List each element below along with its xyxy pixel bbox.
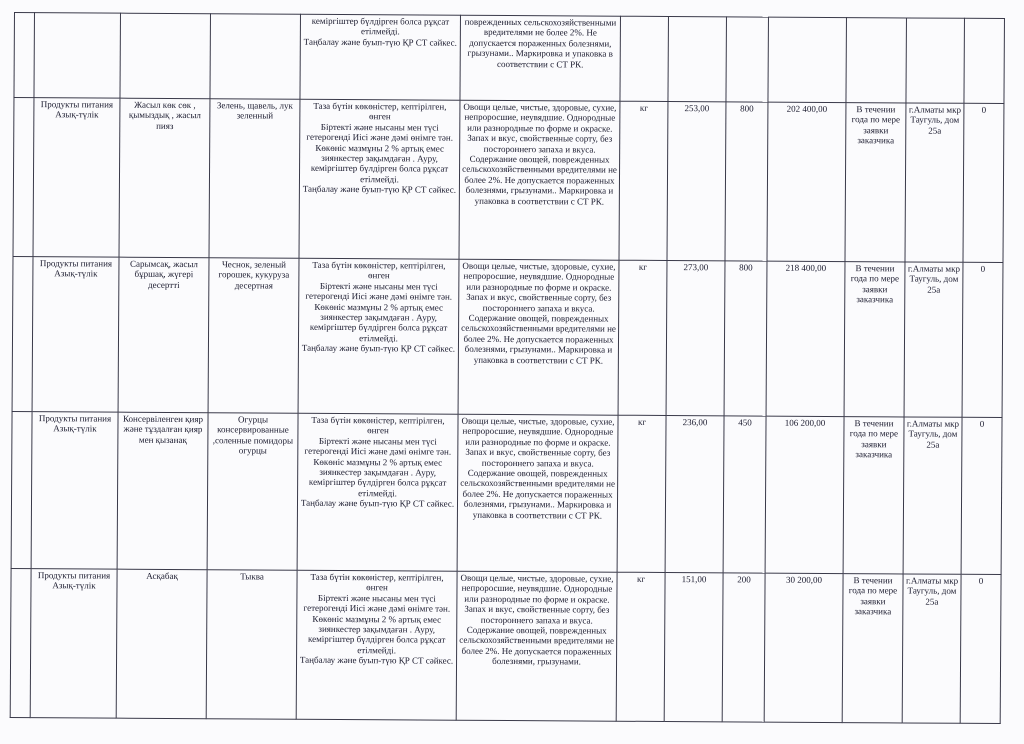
price-text: 253,00: [684, 103, 710, 114]
sum-cell: [767, 102, 846, 261]
qty-cell: [726, 17, 769, 102]
table-row: [11, 411, 1002, 574]
unit-cell: [618, 260, 667, 415]
kz-spec-text: Таза бүтін көкөністер, кептірілген, өнген Біртекті және нысаны мен түсі гетерогенді Иісі және дәмі өнімге тән. Көкөніс мазмұны 2 % артық емес зиянкестер зақымдаған . Ауру, кеміргіштер бүлдірген болса рұқсат етілмейді. Таңбалау және буып-түю ҚР СТ сәйкес.: [301, 259, 456, 354]
term-cell: [842, 574, 903, 723]
qty-text: 200: [737, 574, 751, 585]
category-text: Продукты питания Азық-түлік: [40, 99, 114, 120]
sum-cell: [768, 17, 847, 102]
name-kz-text: Жасыл көк сөк , қымыздық , жасыл пияз: [128, 99, 201, 131]
advance-text: 0: [979, 418, 985, 429]
price-text: 236,00: [682, 417, 708, 428]
kz-spec-text: Таза бүтін көкөністер, кептірілген, өнген Біртекті және нысаны мен түсі гетерогенді Иісі және дәмі өнімге тән. Көкөніс мазмұны 2 % артық емес зиянкестер зақымдаған . Ауру, кеміргіштер бүлдірген болса рұқсат етілмейді. Таңбалау және буып-түю ҚР СТ сәйкес.: [299, 571, 454, 666]
kz-spec-cell: [300, 14, 461, 100]
sum-text: 106 200,00: [784, 417, 826, 428]
ru-spec-cell: [457, 414, 618, 572]
procurement-table: [10, 12, 1005, 724]
advance-cell: [961, 417, 1002, 574]
kz-spec-cell: [296, 570, 457, 720]
category-text: Продукты питания Азық-түлік: [38, 413, 112, 434]
place-cell: [905, 103, 964, 262]
name-ru-cell: [207, 413, 298, 571]
category-cell: [31, 412, 118, 570]
qty-text: 800: [740, 103, 754, 114]
kz-spec-cell: [297, 413, 458, 571]
advance-cell: [960, 574, 1001, 723]
kz-spec-text: Таза бүтін көкөністер, кептірілген, өнген Біртекті және нысаны мен түсі гетерогенді Иісі және дәмі өнімге тән. Көкөніс мазмұны 2 % артық емес зиянкестер зақымдаған . Ауру, кеміргіштер бүлдірген болса рұқсат етілмейді. Таңбалау және буып-түю ҚР СТ сәйкес.: [302, 100, 457, 195]
index-cell: [12, 256, 33, 411]
table-row: [10, 568, 1001, 723]
advance-text: 0: [981, 104, 987, 115]
name-ru-cell: [209, 99, 300, 259]
category-cell: [32, 257, 119, 413]
name-ru-cell: [210, 14, 301, 100]
advance-cell: [963, 103, 1004, 262]
table-row: [13, 98, 1004, 263]
kz-spec-text: Таза бүтін көкөністер, кептірілген, өнген Біртекті және нысаны мен түсі гетерогенді Иісі және дәмі өнімге тән. Көкөніс мазмұны 2 % артық емес зиянкестер зақымдаған . Ауру, кеміргіштер бүлдірген болса рұқсат етілмейді. Таңбалау және буып-түю ҚР СТ сәйкес.: [300, 414, 455, 509]
advance-cell: [964, 18, 1005, 103]
term-text: В течении года по мере заявки заказчика: [848, 575, 898, 617]
unit-cell: [617, 415, 666, 572]
price-text: 273,00: [683, 262, 709, 273]
unit-cell: [619, 101, 668, 260]
term-cell: [843, 417, 904, 574]
place-cell: [906, 18, 965, 103]
unit-cell: [620, 16, 669, 101]
place-cell: [904, 262, 963, 417]
category-text: Продукты питания Азық-түлік: [39, 258, 113, 279]
sum-text: 218 400,00: [785, 262, 827, 273]
term-text: В течении года по мере заявки заказчика: [850, 263, 900, 305]
qty-text: 800: [739, 262, 753, 273]
place-text: г.Алматы мкр Таугуль, дом 25а: [906, 418, 960, 450]
term-cell: [846, 18, 907, 103]
ru-spec-text: поврежденных сельскохозяйственными вредителями не более 2%. Не допускается пораженных болезнями, грызунами.. Маркировка и упаковка в соответствии с СТ РК.: [464, 16, 617, 70]
price-cell: [664, 572, 723, 721]
kz-spec-text: кеміргіштер бүлдірген болса рұқсат етілмейді. Таңбалау және буып-түю ҚР СТ сәйкес.: [303, 15, 457, 48]
index-cell: [11, 411, 32, 568]
place-text: г.Алматы мкр Таугуль, дом 25а: [907, 263, 961, 295]
price-cell: [667, 101, 726, 260]
term-text: В течении года по мере заявки заказчика: [849, 418, 899, 460]
term-cell: [844, 262, 905, 417]
name-kz-cell: [116, 569, 207, 719]
qty-cell: [722, 573, 765, 722]
price-text: 151,00: [681, 574, 707, 585]
category-cell: [33, 98, 120, 258]
ru-spec-text: Овощи целые, чистые, здоровые, сухие, непроросшие, неувядшие. Однородные или разнородные по форме и окраске. Запах и вкус, свойственные сорту, без постороннего запаха и вкуса. Содержание овощей, поврежденных сельскохозяйственными вредителями не более 2%. Не допускается пораженных болезнями, грызунами.. Маркировка и упаковка в соответствии с СТ РК.: [461, 260, 616, 366]
name-ru-cell: [208, 258, 299, 414]
place-cell: [902, 574, 961, 723]
name-kz-cell: [118, 257, 209, 413]
table-row: [14, 13, 1005, 104]
unit-text: кг: [638, 261, 648, 272]
price-cell: [668, 16, 727, 101]
ru-spec-cell: [456, 571, 617, 721]
category-text: Продукты питания Азық-түлік: [37, 570, 111, 591]
unit-cell: [616, 572, 665, 721]
unit-text: кг: [636, 573, 646, 584]
ru-spec-cell: [459, 100, 620, 260]
term-text: В течении года по мере заявки заказчика: [851, 104, 901, 146]
sum-text: 202 400,00: [786, 103, 828, 114]
name-ru-cell: [206, 570, 297, 720]
sum-text: 30 200,00: [786, 574, 823, 585]
name-kz-cell: [120, 13, 211, 99]
table-row: [12, 256, 1003, 417]
name-kz-cell: [117, 412, 208, 570]
ru-spec-cell: [458, 259, 619, 415]
unit-text: кг: [637, 416, 647, 427]
index-cell: [13, 98, 34, 257]
sum-cell: [764, 573, 843, 722]
index-cell: [10, 568, 31, 717]
index-cell: [14, 13, 35, 98]
qty-text: 450: [738, 417, 752, 428]
name-ru-text: Огурцы консервированные ,соленные помидоры огурцы: [212, 414, 294, 456]
name-kz-text: Сарымсақ, жасыл бұршақ, жүгері десертті: [129, 258, 198, 290]
name-kz-cell: [119, 98, 210, 258]
qty-cell: [724, 261, 767, 416]
unit-text: кг: [639, 102, 648, 113]
advance-text: 0: [978, 575, 984, 586]
price-cell: [666, 260, 725, 415]
place-cell: [903, 417, 962, 574]
qty-cell: [723, 416, 766, 573]
price-cell: [665, 415, 724, 572]
ru-spec-text: Овощи целые, чистые, здоровые, сухие, непроросшие, неувядшие. Однородные или разнородные по форме и окраске. Запах и вкус, свойственные сорту, без постороннего запаха и вкуса. Содержание овощей, поврежденных сельскохозяйственными вредителями не более 2%. Не допускается пораженных болезнями, грызунами.. Маркировка и упаковка в соответствии с СТ РК.: [462, 101, 617, 207]
name-ru-text: Тыква: [240, 571, 264, 582]
kz-spec-cell: [298, 258, 459, 414]
sum-cell: [766, 261, 845, 416]
advance-text: 0: [980, 263, 986, 274]
category-cell: [30, 569, 117, 719]
category-cell: [34, 13, 121, 99]
place-text: г.Алматы мкр Таугуль, дом 25а: [908, 104, 962, 136]
ru-spec-cell: [460, 15, 621, 101]
name-kz-text: Консервіленген қияр және тұздалған қияр мен қызанақ: [122, 413, 204, 445]
name-ru-text: Чеснок, зеленый горошек, кукуруза десертная: [218, 259, 290, 291]
kz-spec-cell: [299, 99, 460, 259]
ru-spec-text: Овощи целые, чистые, здоровые, сухие, непроросшие, неувядшие. Однородные или разнородные по форме и окраске. Запах и вкус, свойственные сорту, без постороннего запаха и вкуса. Содержание овощей, поврежденных сельскохозяйственными вредителями не более 2%. Не допускается пораженных болезнями, грызунами.: [459, 572, 615, 667]
name-kz-text: Асқабақ: [146, 570, 178, 582]
qty-cell: [725, 102, 768, 261]
sum-cell: [765, 416, 844, 573]
ru-spec-text: Овощи целые, чистые, здоровые, сухие, непроросшие, неувядшие. Однородные или разнородные по форме и окраске. Запах и вкус, свойственные сорту, без постороннего запаха и вкуса. Содержание овощей, поврежденных сельскохозяйственными вредителями не более 2%. Не допускается пораженных болезнями, грызунами.. Маркировка и упаковка в соответствии с СТ РК.: [460, 415, 616, 521]
name-ru-text: Зелень, щавель, лук зеленный: [216, 100, 293, 121]
advance-cell: [962, 262, 1003, 417]
place-text: г.Алматы мкр Таугуль, дом 25а: [905, 575, 959, 607]
term-cell: [845, 103, 906, 262]
